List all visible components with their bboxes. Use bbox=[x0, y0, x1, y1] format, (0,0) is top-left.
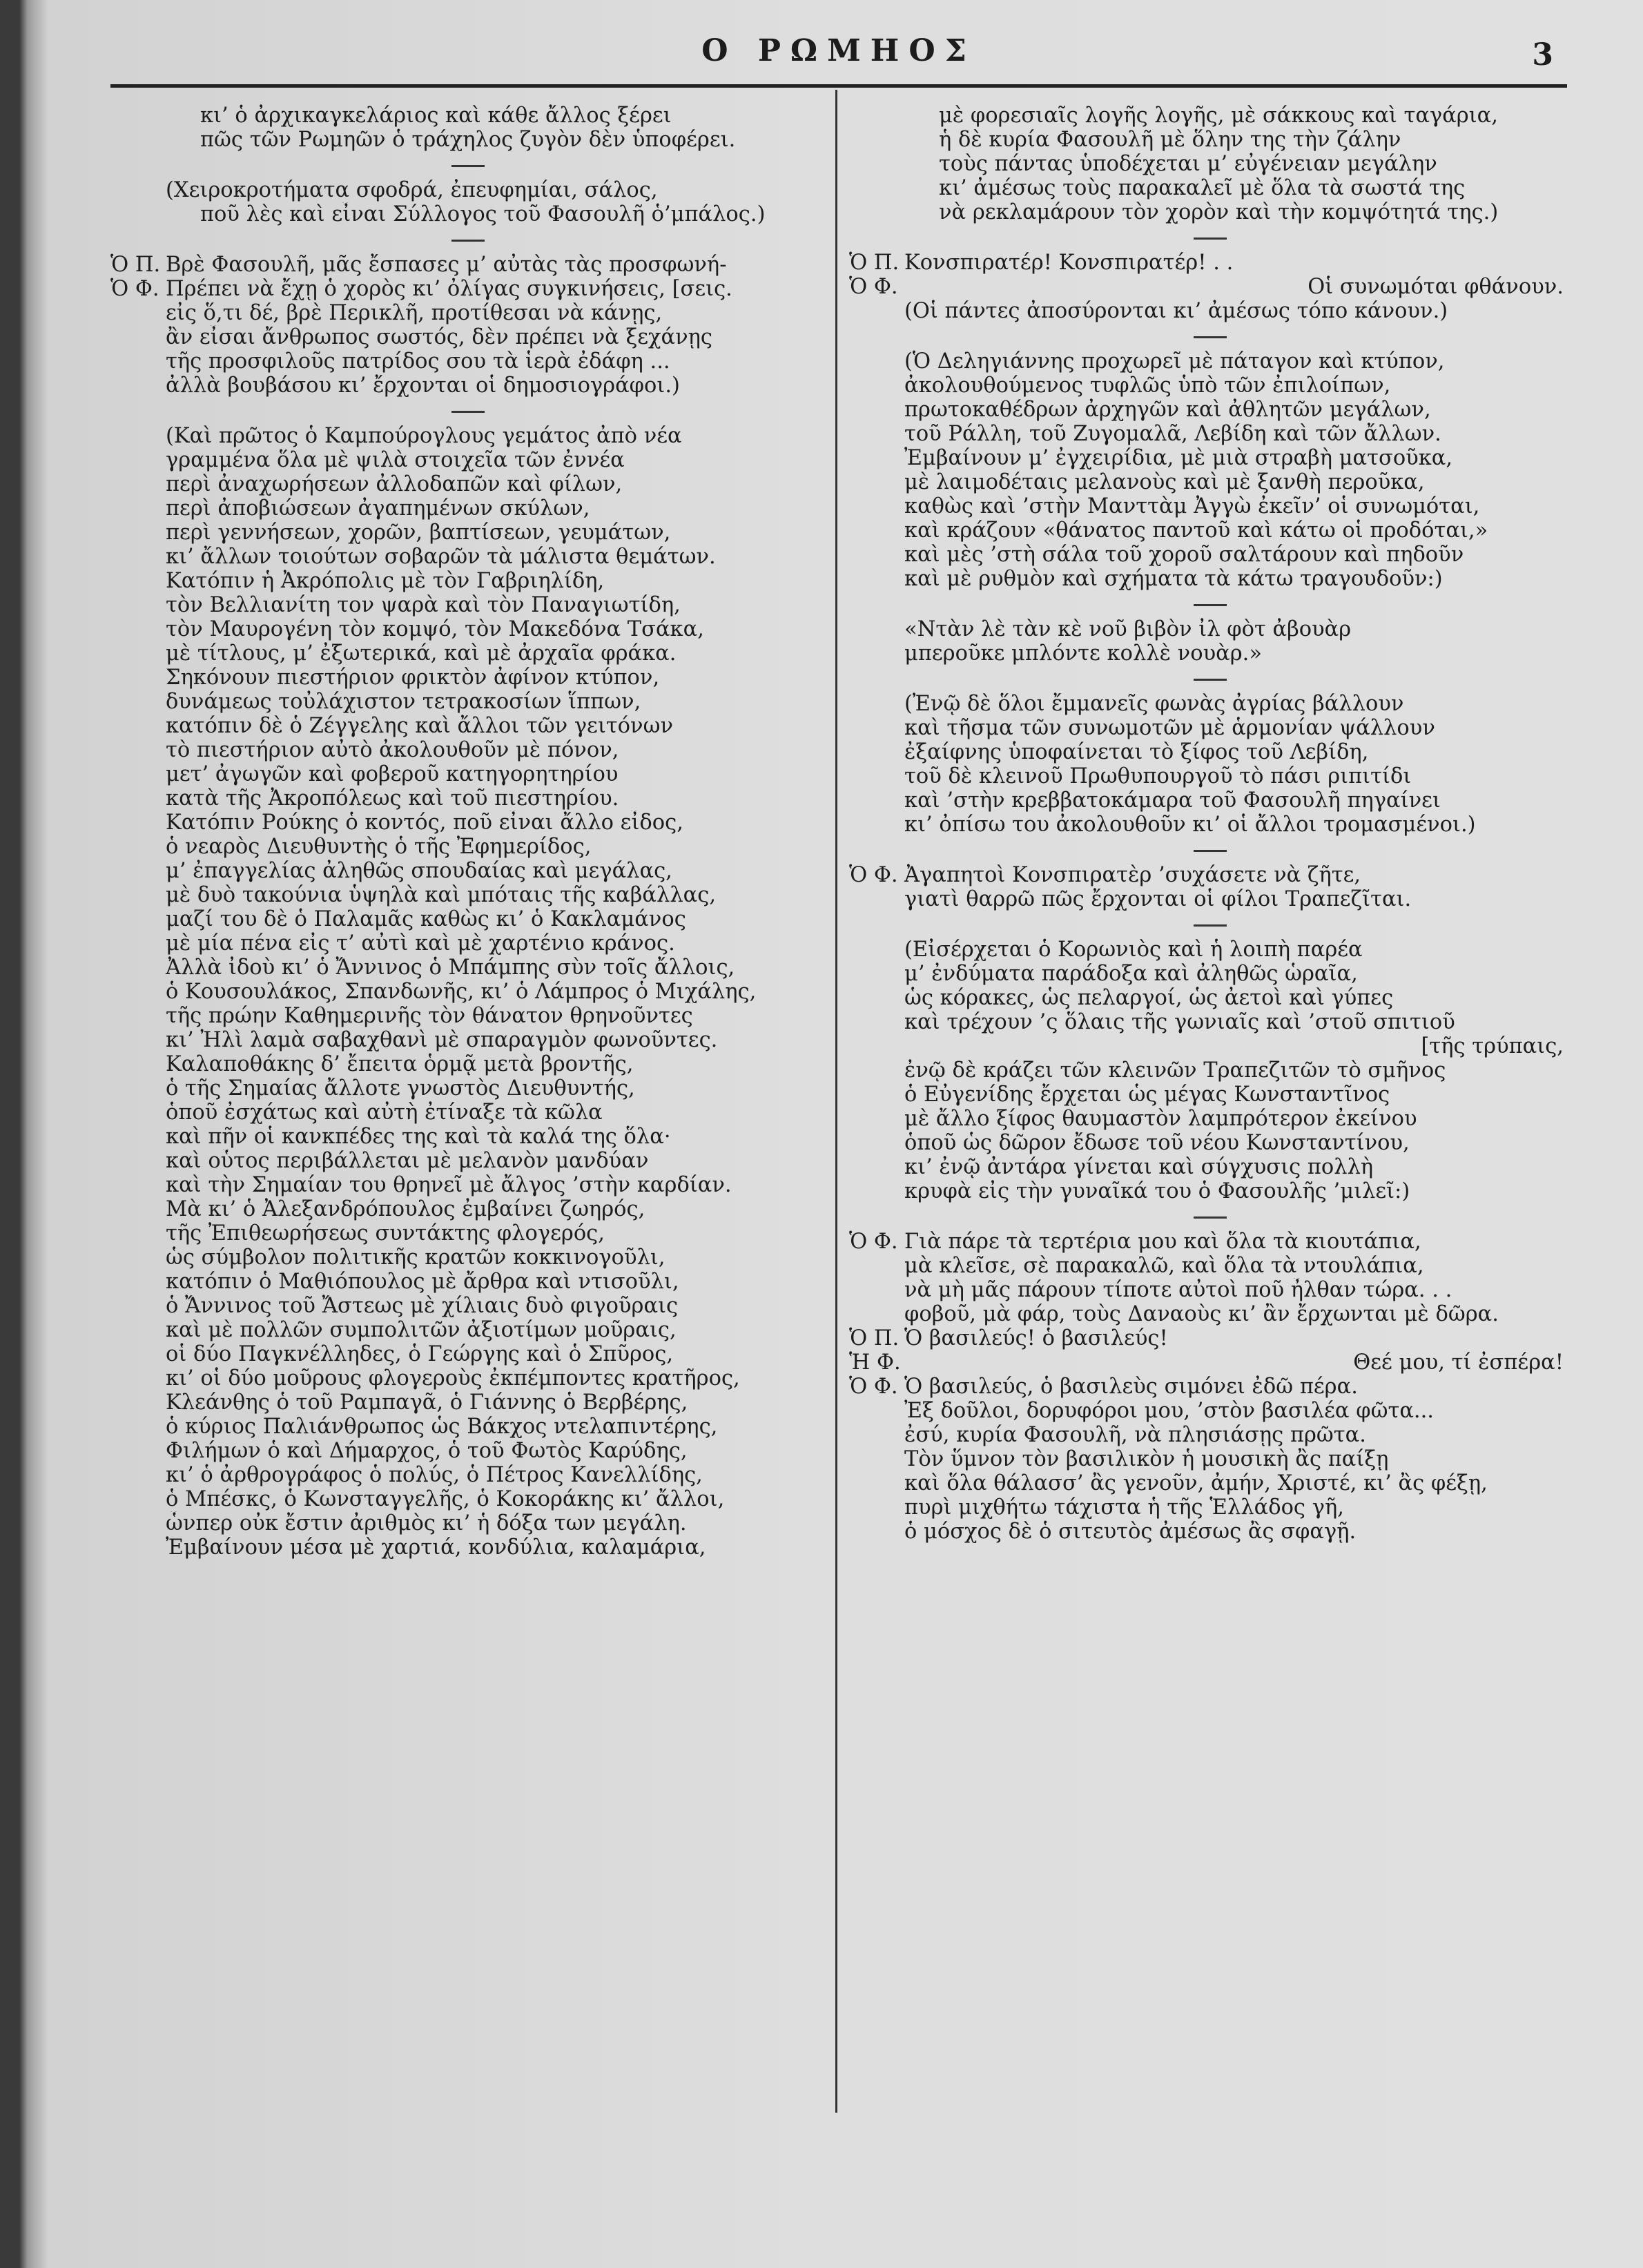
text-line: κατόπιν ὁ Μαθιόπουλος μὲ ἄρθρα καὶ ντισοῦλι, bbox=[166, 1270, 679, 1294]
text-line: τοῦ Ράλλη, τοῦ Ζυγομαλᾶ, Λεβίδη καὶ τῶν ἄλλων. bbox=[904, 422, 1441, 446]
text-line: καὶ ’στὴν κρεββατοκάμαρα τοῦ Φασουλῆ πηγαίνει bbox=[904, 788, 1441, 813]
speaker-label: Ὁ Φ. bbox=[849, 275, 898, 299]
text-line: ἀλλὰ βουβάσου κι’ ἔρχονται οἱ δημοσιογράφοι.) bbox=[166, 374, 680, 398]
speech-line bbox=[849, 1350, 1571, 1375]
speech-line bbox=[849, 275, 1571, 299]
speaker-label: Ὁ Φ. bbox=[849, 863, 898, 887]
section-separator bbox=[849, 591, 1571, 617]
speaker-label: Ὁ Φ. bbox=[110, 277, 159, 301]
text-line: κι’ ἐνῷ ἀντάρα γίνεται καὶ σύγχυσις πολλὴ bbox=[904, 1155, 1374, 1179]
speech-text: Ὁ βασιλεύς, ὁ βασιλεὺς σιμόνει ἐδῶ πέρα. bbox=[904, 1375, 1358, 1399]
speech-text: Πρέπει νὰ ἔχῃ ὁ χορὸς κι’ ὀλίγας συγκινήσεις, [σεις. bbox=[166, 277, 732, 301]
text-line: ὁ κύριος Παλιάνθρωπος ὡς Βάκχος ντελαπιντέρης, bbox=[166, 1415, 718, 1439]
newspaper-title: Ο ΡΩΜΗΟΣ bbox=[701, 33, 976, 68]
text-line: μ’ ἐπαγγελίας ἀληθῶς σπουδαίας καὶ μεγάλας, bbox=[166, 859, 672, 883]
text-line: ὁ Εὐγενίδης ἔρχεται ὡς μέγας Κωνσταντῖνος bbox=[904, 1083, 1390, 1107]
text-line: κατόπιν δὲ ὁ Ζέγγελης καὶ ἄλλοι τῶν γειτόνων bbox=[166, 714, 673, 738]
text-line: τῆς Ἐπιθεωρήσεως συντάκτης φλογερός, bbox=[166, 1221, 605, 1246]
speech-line bbox=[110, 253, 825, 277]
text-line: μὲ μία πένα εἰς τ’ αὐτὶ καὶ μὲ χαρτένιο κράνος. bbox=[166, 931, 675, 956]
text-line: ἐξαίφνης ὑποφαίνεται τὸ ξίφος τοῦ Λεβίδη, bbox=[904, 740, 1369, 764]
text-line: καὶ τρέχουν ’ς ὅλαις τῆς γωνιαῖς καὶ ’στοῦ σπιτιοῦ bbox=[904, 1010, 1455, 1034]
text-line: μ’ ἐνδύματα παράδοξα καὶ ἀληθῶς ὡραῖα, bbox=[904, 962, 1358, 986]
text-line: μετ’ ἀγωγῶν καὶ φοβεροῦ κατηγορητηρίου bbox=[166, 762, 619, 786]
text-line: μὲ δυὸ τακούνια ὑψηλὰ καὶ μπόταις τῆς καβάλλας, bbox=[166, 883, 717, 907]
speech-line bbox=[849, 1375, 1571, 1399]
section-separator bbox=[110, 226, 825, 253]
speaker-label: Ὁ Φ. bbox=[849, 1375, 898, 1399]
text-line: καὶ οὗτος περιβάλλεται μὲ μελανὸν μανδύαν bbox=[166, 1149, 649, 1173]
text-line: κι’ Ἠλὶ λαμὰ σαβαχθανὶ μὲ σπαραγμὸν φωνοῦντες. bbox=[166, 1028, 718, 1052]
text-line: κι’ ὀπίσω του ἀκολουθοῦν κι’ οἱ ἄλλοι τρομασμένοι.) bbox=[904, 813, 1476, 837]
text-line: καὶ μὲς ’στὴ σάλα τοῦ χοροῦ σαλτάρουν καὶ πηδοῦν bbox=[904, 543, 1464, 567]
speech-text: Κονσπιρατέρ! Κονσπιρατέρ! . . bbox=[904, 251, 1234, 275]
text-line: Σηκόνουν πιεστήριον φρικτὸν ἀφίνον κτύπον, bbox=[166, 666, 660, 690]
text-line: ὁποῦ ἐσχάτως καὶ αὐτὴ ἐτίναξε τὰ κῶλα bbox=[166, 1101, 603, 1125]
page-header bbox=[110, 12, 1567, 88]
text-line: ὁ Ἄννινος τοῦ Ἄστεως μὲ χίλιαις δυὸ φιγοῦραις bbox=[166, 1294, 679, 1318]
section-separator bbox=[849, 666, 1571, 692]
speech-text-right: Οἱ συνωμόται φθάνουν. bbox=[1307, 275, 1564, 299]
text-line: ὁ τῆς Σημαίας ἄλλοτε γνωστὸς Διευθυντής, bbox=[166, 1076, 635, 1101]
text-line: περὶ ἀναχωρήσεων ἀλλοδαπῶν καὶ φίλων, bbox=[166, 472, 623, 496]
text-line: πρωτοκαθέδρων ἀρχηγῶν καὶ ἀθλητῶν μεγάλων, bbox=[904, 398, 1431, 422]
text-line: ἐσύ, κυρία Φασουλῆ, νὰ πλησιάσῃς πρῶτα. bbox=[904, 1423, 1366, 1447]
text-line: τὸ πιεστήριον αὐτὸ ἀκολουθοῦν μὲ πόνον, bbox=[166, 738, 619, 762]
text-line: «Ντὰν λὲ τὰν κὲ νοῦ βιβὸν ἰλ φὸτ ἀβουὰρ bbox=[904, 617, 1352, 641]
text-line: κι’ ὁ ἀρχικαγκελάριος καὶ κάθε ἄλλος ξέρει bbox=[200, 104, 672, 128]
text-line: ὁ Μπέσκς, ὁ Κωνσταγγελῆς, ὁ Κοκοράκης κι’ ἄλλοι, bbox=[166, 1487, 725, 1511]
text-line: τῆς προσφιλοῦς πατρίδος σου τὰ ἱερὰ ἐδάφη ... bbox=[166, 349, 670, 374]
text-line: (Καὶ πρῶτος ὁ Καμπούρογλους γεμάτος ἀπὸ νέα bbox=[166, 424, 682, 448]
text-line: κι’ ἀμέσως τοὺς παρακαλεῖ μὲ ὅλα τὰ σωστά της bbox=[939, 176, 1466, 200]
text-line: κι’ ἄλλων τοιούτων σοβαρῶν τὰ μάλιστα θεμάτων. bbox=[166, 545, 716, 569]
text-line: Κατόπιν ἡ Ἀκρόπολις μὲ τὸν Γαβριηλίδη, bbox=[166, 569, 605, 593]
text-line: Ἐμβαίνουν μέσα μὲ χαρτιά, κονδύλια, καλαμάρια, bbox=[166, 1535, 706, 1560]
text-line: ἡ δὲ κυρία Φασουλῆ μὲ ὅλην της τὴν ζάλην bbox=[939, 128, 1401, 152]
speaker-label: Ὁ Π. bbox=[110, 253, 161, 277]
text-line: ὡς κόρακες, ὡς πελαργοί, ὡς ἀετοὶ καὶ γύπες bbox=[904, 986, 1394, 1010]
text-line: [τῆς τρύπαις, bbox=[1421, 1034, 1564, 1058]
text-line: εἰς ὅ,τι δέ, βρὲ Περικλῆ, προτίθεσαι νὰ κάνῃς, bbox=[166, 301, 663, 325]
speaker-label: Ὁ Π. bbox=[849, 1326, 900, 1350]
text-line: μὲ ἄλλο ξίφος θαυμαστὸν λαμπρότερον ἐκείνου bbox=[904, 1107, 1417, 1131]
text-line: καὶ τὴν Σημαίαν του θρηνεῖ μὲ ἄλγος ’στὴν καρδίαν. bbox=[166, 1173, 732, 1197]
text-line: πῶς τῶν Ρωμηῶν ὁ τράχηλος ζυγὸν δὲν ὑποφέρει. bbox=[200, 128, 736, 152]
text-line: φοβοῦ, μὰ φάρ, τοὺς Δαναοὺς κι’ ἂν ἔρχωνται μὲ δῶρα. bbox=[904, 1302, 1499, 1326]
speech-text-right: Θεέ μου, τί ἐσπέρα! bbox=[1353, 1350, 1564, 1375]
section-separator bbox=[849, 837, 1571, 863]
text-line: μπεροῦκε μπλόντε κολλὲ νουὰρ.» bbox=[904, 641, 1263, 666]
column-divider bbox=[835, 90, 837, 2113]
text-line: Καλαποθάκης δ’ ἔπειτα ὁρμᾷ μετὰ βροντῆς, bbox=[166, 1052, 634, 1076]
text-line: κρυφὰ εἰς τὴν γυναῖκά του ὁ Φασουλῆς ’μιλεῖ:) bbox=[904, 1179, 1410, 1203]
text-line: δυνάμεως τοὐλάχιστον τετρακοσίων ἵππων, bbox=[166, 690, 641, 714]
speech-line bbox=[849, 1230, 1571, 1254]
speech-text: Ἀγαπητοὶ Κονσπιρατὲρ ’συχάσετε νὰ ζῆτε, bbox=[904, 863, 1361, 887]
text-line: οἱ δύο Παγκνέλληδες, ὁ Γεώργης καὶ ὁ Σπῦρος, bbox=[166, 1342, 674, 1366]
text-line: (Οἱ πάντες ἀποσύρονται κι’ ἀμέσως τόπο κάνουν.) bbox=[904, 299, 1448, 323]
section-separator bbox=[849, 911, 1571, 938]
text-line: μὲ τίτλους, μ’ ἐξωτερικά, καὶ μὲ ἀρχαῖα φράκα. bbox=[166, 641, 677, 666]
text-line: ὁποῦ ὡς δῶρον ἔδωσε τοῦ νέου Κωνσταντίνου, bbox=[904, 1131, 1410, 1155]
speech-line bbox=[849, 1326, 1571, 1350]
text-line: ὧνπερ οὐκ ἔστιν ἀριθμὸς κι’ ἡ δόξα των μεγάλη. bbox=[166, 1511, 687, 1535]
text-line: ὁ Κουσουλάκος, Σπανδωνῆς, κι’ ὁ Λάμπρος ὁ Μιχάλης, bbox=[166, 980, 757, 1004]
speech-line bbox=[110, 277, 825, 301]
text-line: (Ὁ Δεληγιάννης προχωρεῖ μὲ πάταγον καὶ κτύπον, bbox=[904, 349, 1445, 374]
speaker-label: Ὁ Π. bbox=[849, 251, 900, 275]
text-line: τὸν Μαυρογένη τὸν κομψό, τὸν Μακεδόνα Τσάκα, bbox=[166, 617, 704, 641]
speech-text: Βρὲ Φασουλῆ, μᾶς ἔσπασες μ’ αὐτὰς τὰς προσφωνή- bbox=[166, 253, 727, 277]
text-line: μὰ κλεῖσε, σὲ παρακαλῶ, καὶ ὅλα τὰ ντουλάπια, bbox=[904, 1254, 1424, 1278]
text-line: (Ἐνῷ δὲ ὅλοι ἔμμανεῖς φωνὰς ἀγρίας βάλλουν bbox=[904, 692, 1404, 716]
header-rule bbox=[110, 84, 1567, 88]
speaker-label: Ὁ Φ. bbox=[849, 1230, 898, 1254]
section-separator bbox=[849, 323, 1571, 349]
text-line: νὰ ρεκλαμάρουν τὸν χορὸν καὶ τὴν κομψότητά της.) bbox=[939, 200, 1499, 224]
text-line: Φιλήμων ὁ καὶ Δήμαρχος, ὁ τοῦ Φωτὸς Καρύδης, bbox=[166, 1439, 688, 1463]
text-line: Τὸν ὕμνον τὸν βασιλικὸν ἡ μουσικὴ ἂς παίξῃ bbox=[904, 1447, 1389, 1471]
text-line: Μὰ κι’ ὁ Ἀλεξανδρόπουλος ἐμβαίνει ζωηρός, bbox=[166, 1197, 645, 1221]
speaker-label: Ἡ Φ. bbox=[849, 1350, 901, 1375]
text-line: ὁ μόσχος δὲ ὁ σιτευτὸς ἀμέσως ἂς σφαγῇ. bbox=[904, 1520, 1357, 1544]
text-line: περὶ ἀποβιώσεων ἀγαπημένων σκύλων, bbox=[166, 496, 590, 521]
text-line: μὲ λαιμοδέταις μελανοὺς καὶ μὲ ξανθὴ περοῦκα, bbox=[904, 470, 1425, 494]
text-line: τοῦ δὲ κλεινοῦ Πρωθυπουργοῦ τὸ πάσι ριπιτίδι bbox=[904, 764, 1412, 788]
page-number: 3 bbox=[1532, 37, 1553, 72]
right-column bbox=[849, 104, 1571, 1544]
text-line: καὶ τῆσμα τῶν συνωμοτῶν μὲ ἁρμονίαν ψάλλουν bbox=[904, 716, 1435, 740]
text-line: Ἀλλὰ ἰδοὺ κι’ ὁ Ἄννινος ὁ Μπάμπης σὺν τοῖς ἄλλοις, bbox=[166, 956, 735, 980]
text-line: νὰ μὴ μᾶς πάρουν τίποτε αὐτοὶ ποῦ ἦλθαν τώρα. . . bbox=[904, 1278, 1452, 1302]
text-line: ποῦ λὲς καὶ εἶναι Σύλλογος τοῦ Φασουλῆ ὁ’μπάλος.) bbox=[200, 202, 766, 226]
text-line: καὶ ὅλα θάλασσ’ ἂς γενοῦν, ἀμήν, Χριστέ, κι’ ἂς φέξῃ, bbox=[904, 1471, 1488, 1495]
text-line: (Εἰσέρχεται ὁ Κορωνιὸς καὶ ἡ λοιπὴ παρέα bbox=[904, 938, 1363, 962]
text-line: Ἐξ δοῦλοι, δορυφόροι μου, ’στὸν βασιλέα φῶτα... bbox=[904, 1399, 1434, 1423]
left-column bbox=[110, 104, 825, 1560]
text-line: ἂν εἶσαι ἄνθρωπος σωστός, δὲν πρέπει νὰ ξεχάνῃς bbox=[166, 325, 713, 349]
section-separator bbox=[110, 398, 825, 424]
text-line: τὸν Βελλιανίτη τον ψαρὰ καὶ τὸν Παναγιωτίδη, bbox=[166, 593, 681, 617]
section-separator bbox=[849, 1203, 1571, 1230]
text-line: ὁ νεαρὸς Διευθυντὴς ὁ τῆς Ἐφημερίδος, bbox=[166, 835, 592, 859]
text-line: καὶ μὲ ρυθμὸν καὶ σχήματα τὰ κάτω τραγουδοῦν:) bbox=[904, 567, 1443, 591]
text-line: περὶ γεννήσεων, χορῶν, βαπτίσεων, γευμάτων, bbox=[166, 521, 671, 545]
text-line: καὶ μὲ πολλῶν συμπολιτῶν ἀξιοτίμων μοῦραις, bbox=[166, 1318, 677, 1342]
text-line: κι’ ὁ ἀρθρογράφος ὁ πολύς, ὁ Πέτρος Κανελλίδης, bbox=[166, 1463, 703, 1487]
text-line: καὶ κράζουν «θάνατος παντοῦ καὶ κάτω οἱ προδόται,» bbox=[904, 518, 1488, 543]
text-line: καὶ πῆν οἱ κανκπέδες της καὶ τὰ καλά της ὅλα· bbox=[166, 1125, 671, 1149]
text-line: πυρὶ μιχθήτω τάχιστα ἡ τῆς Ἑλλάδος γῆ, bbox=[904, 1495, 1344, 1520]
speech-line bbox=[849, 863, 1571, 887]
text-line: τῆς πρώην Καθημερινῆς τὸν θάνατον θρηνοῦντες bbox=[166, 1004, 693, 1028]
text-line: ἐνῷ δὲ κράζει τῶν κλεινῶν Τραπεζιτῶν τὸ σμῆνος bbox=[904, 1058, 1446, 1083]
text-line: γραμμένα ὅλα μὲ ψιλὰ στοιχεῖα τῶν ἐννέα bbox=[166, 448, 625, 472]
text-line: ὡς σύμβολον πολιτικῆς κρατῶν κοκκινογοῦλι, bbox=[166, 1246, 665, 1270]
text-line: Κλεάνθης ὁ τοῦ Ραμπαγᾶ, ὁ Γιάννης ὁ Βερβέρης, bbox=[166, 1390, 688, 1415]
text-line: κατὰ τῆς Ἀκροπόλεως καὶ τοῦ πιεστηρίου. bbox=[166, 786, 619, 811]
text-line: μαζί του δὲ ὁ Παλαμᾶς καθὼς κι’ ὁ Κακλαμάνος bbox=[166, 907, 686, 931]
text-line: γιατὶ θαρρῶ πῶς ἔρχονται οἱ φίλοι Τραπεζῖται. bbox=[904, 887, 1412, 911]
text-line: τοὺς πάντας ὑποδέχεται μ’ εὐγένειαν μεγάλην bbox=[939, 152, 1437, 176]
speech-line bbox=[849, 251, 1571, 275]
text-line: κι’ οἱ δύο μοῦρους φλογεροὺς ἐκπέμποντες κρατῆρος, bbox=[166, 1366, 740, 1390]
section-separator bbox=[849, 224, 1571, 251]
text-line: ἀκολουθούμενος τυφλῶς ὑπὸ τῶν ἐπιλοίπων, bbox=[904, 374, 1391, 398]
section-separator bbox=[110, 152, 825, 178]
text-line: καθὼς καὶ ’στὴν Μανττὰμ Ἀγγὼ ἐκεῖν’ οἱ συνωμόται, bbox=[904, 494, 1480, 518]
text-line: Κατόπιν Ρούκης ὁ κοντός, ποῦ εἶναι ἄλλο εἶδος, bbox=[166, 811, 683, 835]
text-line: μὲ φορεσιαῖς λογῆς λογῆς, μὲ σάκκους καὶ ταγάρια, bbox=[939, 104, 1498, 128]
text-line: Ἐμβαίνουν μ’ ἐγχειρίδια, μὲ μιὰ στραβὴ ματσοῦκα, bbox=[904, 446, 1453, 470]
speech-text: Γιὰ πάρε τὰ τερτέρια μου καὶ ὅλα τὰ κιουτάπια, bbox=[904, 1230, 1421, 1254]
text-line: (Χειροκροτήματα σφοδρά, ἐπευφημίαι, σάλος, bbox=[166, 178, 658, 202]
speech-text: Ὁ βασιλεύς! ὁ βασιλεύς! bbox=[904, 1326, 1168, 1350]
